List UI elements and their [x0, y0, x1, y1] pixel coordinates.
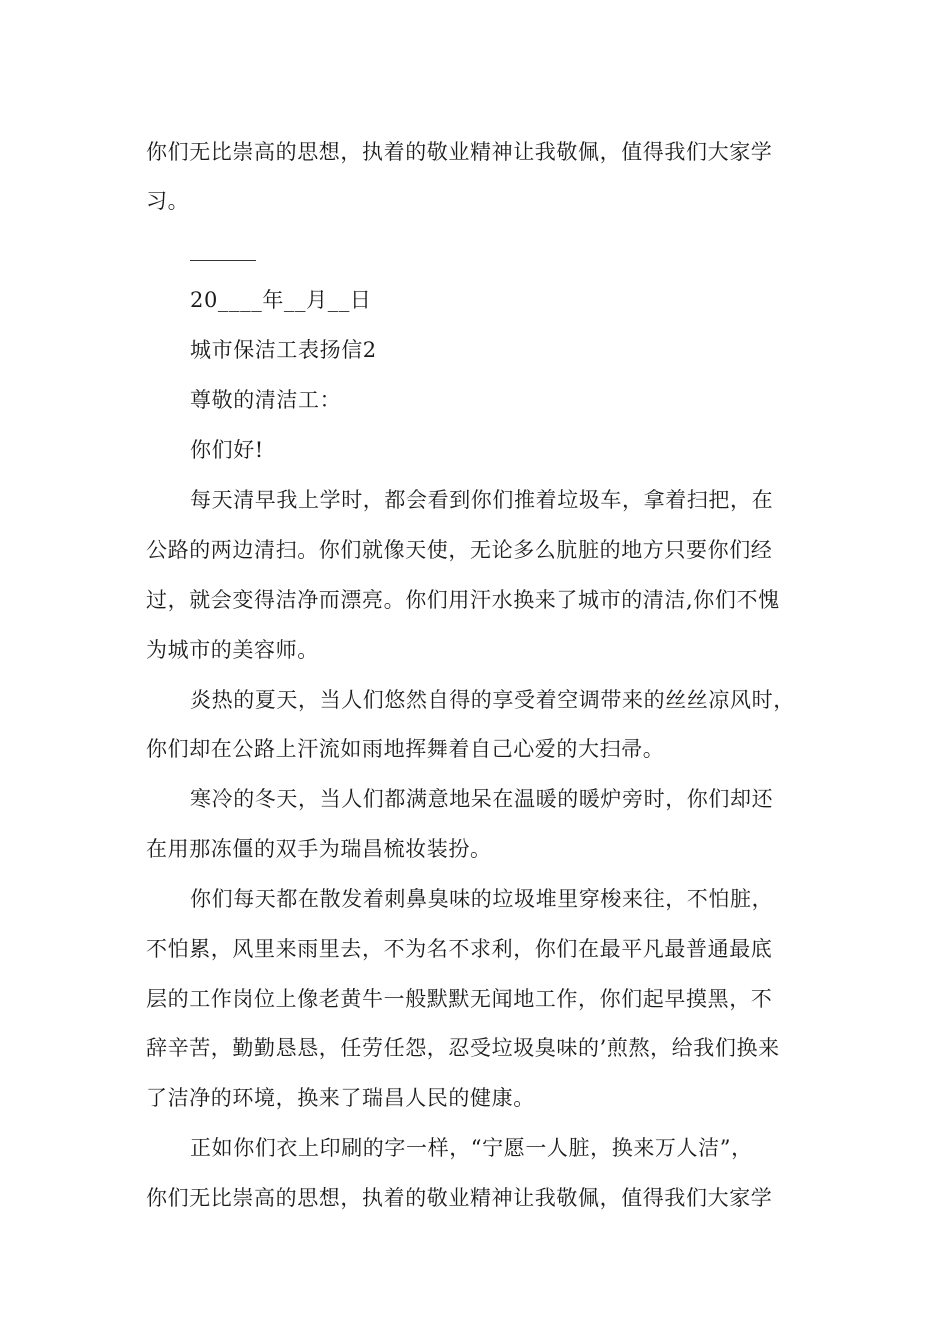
- text-line: 正如你们衣上印刷的字一样，“宁愿一人脏，换来万人洁”，: [190, 1136, 753, 1160]
- text-line: 辞辛苦，勤勤恳恳，任劳任怨，忍受垃圾臭味的’煎熬，给我们换来: [146, 1036, 780, 1060]
- section-title: 城市保洁工表扬信2: [190, 338, 377, 362]
- signature-line: [190, 260, 256, 261]
- text-line: 过，就会变得洁净而漂亮。你们用汗水换来了城市的清洁,你们不愧: [146, 588, 780, 612]
- text-line: 炎热的夏天，当人们悠然自得的享受着空调带来的丝丝凉风时，: [190, 688, 795, 712]
- text-line: 你们无比崇高的思想，执着的敬业精神让我敬佩，值得我们大家学: [146, 140, 773, 164]
- salutation: 尊敬的清洁工：: [190, 388, 342, 412]
- greeting: 你们好!: [190, 438, 264, 462]
- text-line: 在用那冻僵的双手为瑞昌梳妆装扮。: [146, 837, 492, 861]
- text-line: 你们却在公路上汗流如雨地挥舞着自己心爱的大扫帚。: [146, 737, 665, 761]
- text-line: 习。: [146, 189, 190, 213]
- date-line: 20____年__月__日: [190, 288, 372, 312]
- text-line: 为城市的美容师。: [146, 638, 319, 662]
- text-line: 公路的两边清扫。你们就像天使，无论多么肮脏的地方只要你们经: [146, 538, 773, 562]
- text-line: 寒冷的冬天，当人们都满意地呆在温暖的暖炉旁时，你们却还: [190, 787, 774, 811]
- text-line: 你们每天都在散发着刺鼻臭味的垃圾堆里穿梭来往，不怕脏，: [190, 887, 774, 911]
- text-line: 层的工作岗位上像老黄牛一般默默无闻地工作，你们起早摸黑，不: [146, 987, 773, 1011]
- text-line: 了洁净的环境，换来了瑞昌人民的健康。: [146, 1086, 535, 1110]
- text-line: 每天清早我上学时，都会看到你们推着垃圾车，拿着扫把，在: [190, 488, 774, 512]
- text-line: 你们无比崇高的思想，执着的敬业精神让我敬佩，值得我们大家学: [146, 1186, 773, 1210]
- text-line: 不怕累，风里来雨里去，不为名不求利，你们在最平凡最普通最底: [146, 937, 773, 961]
